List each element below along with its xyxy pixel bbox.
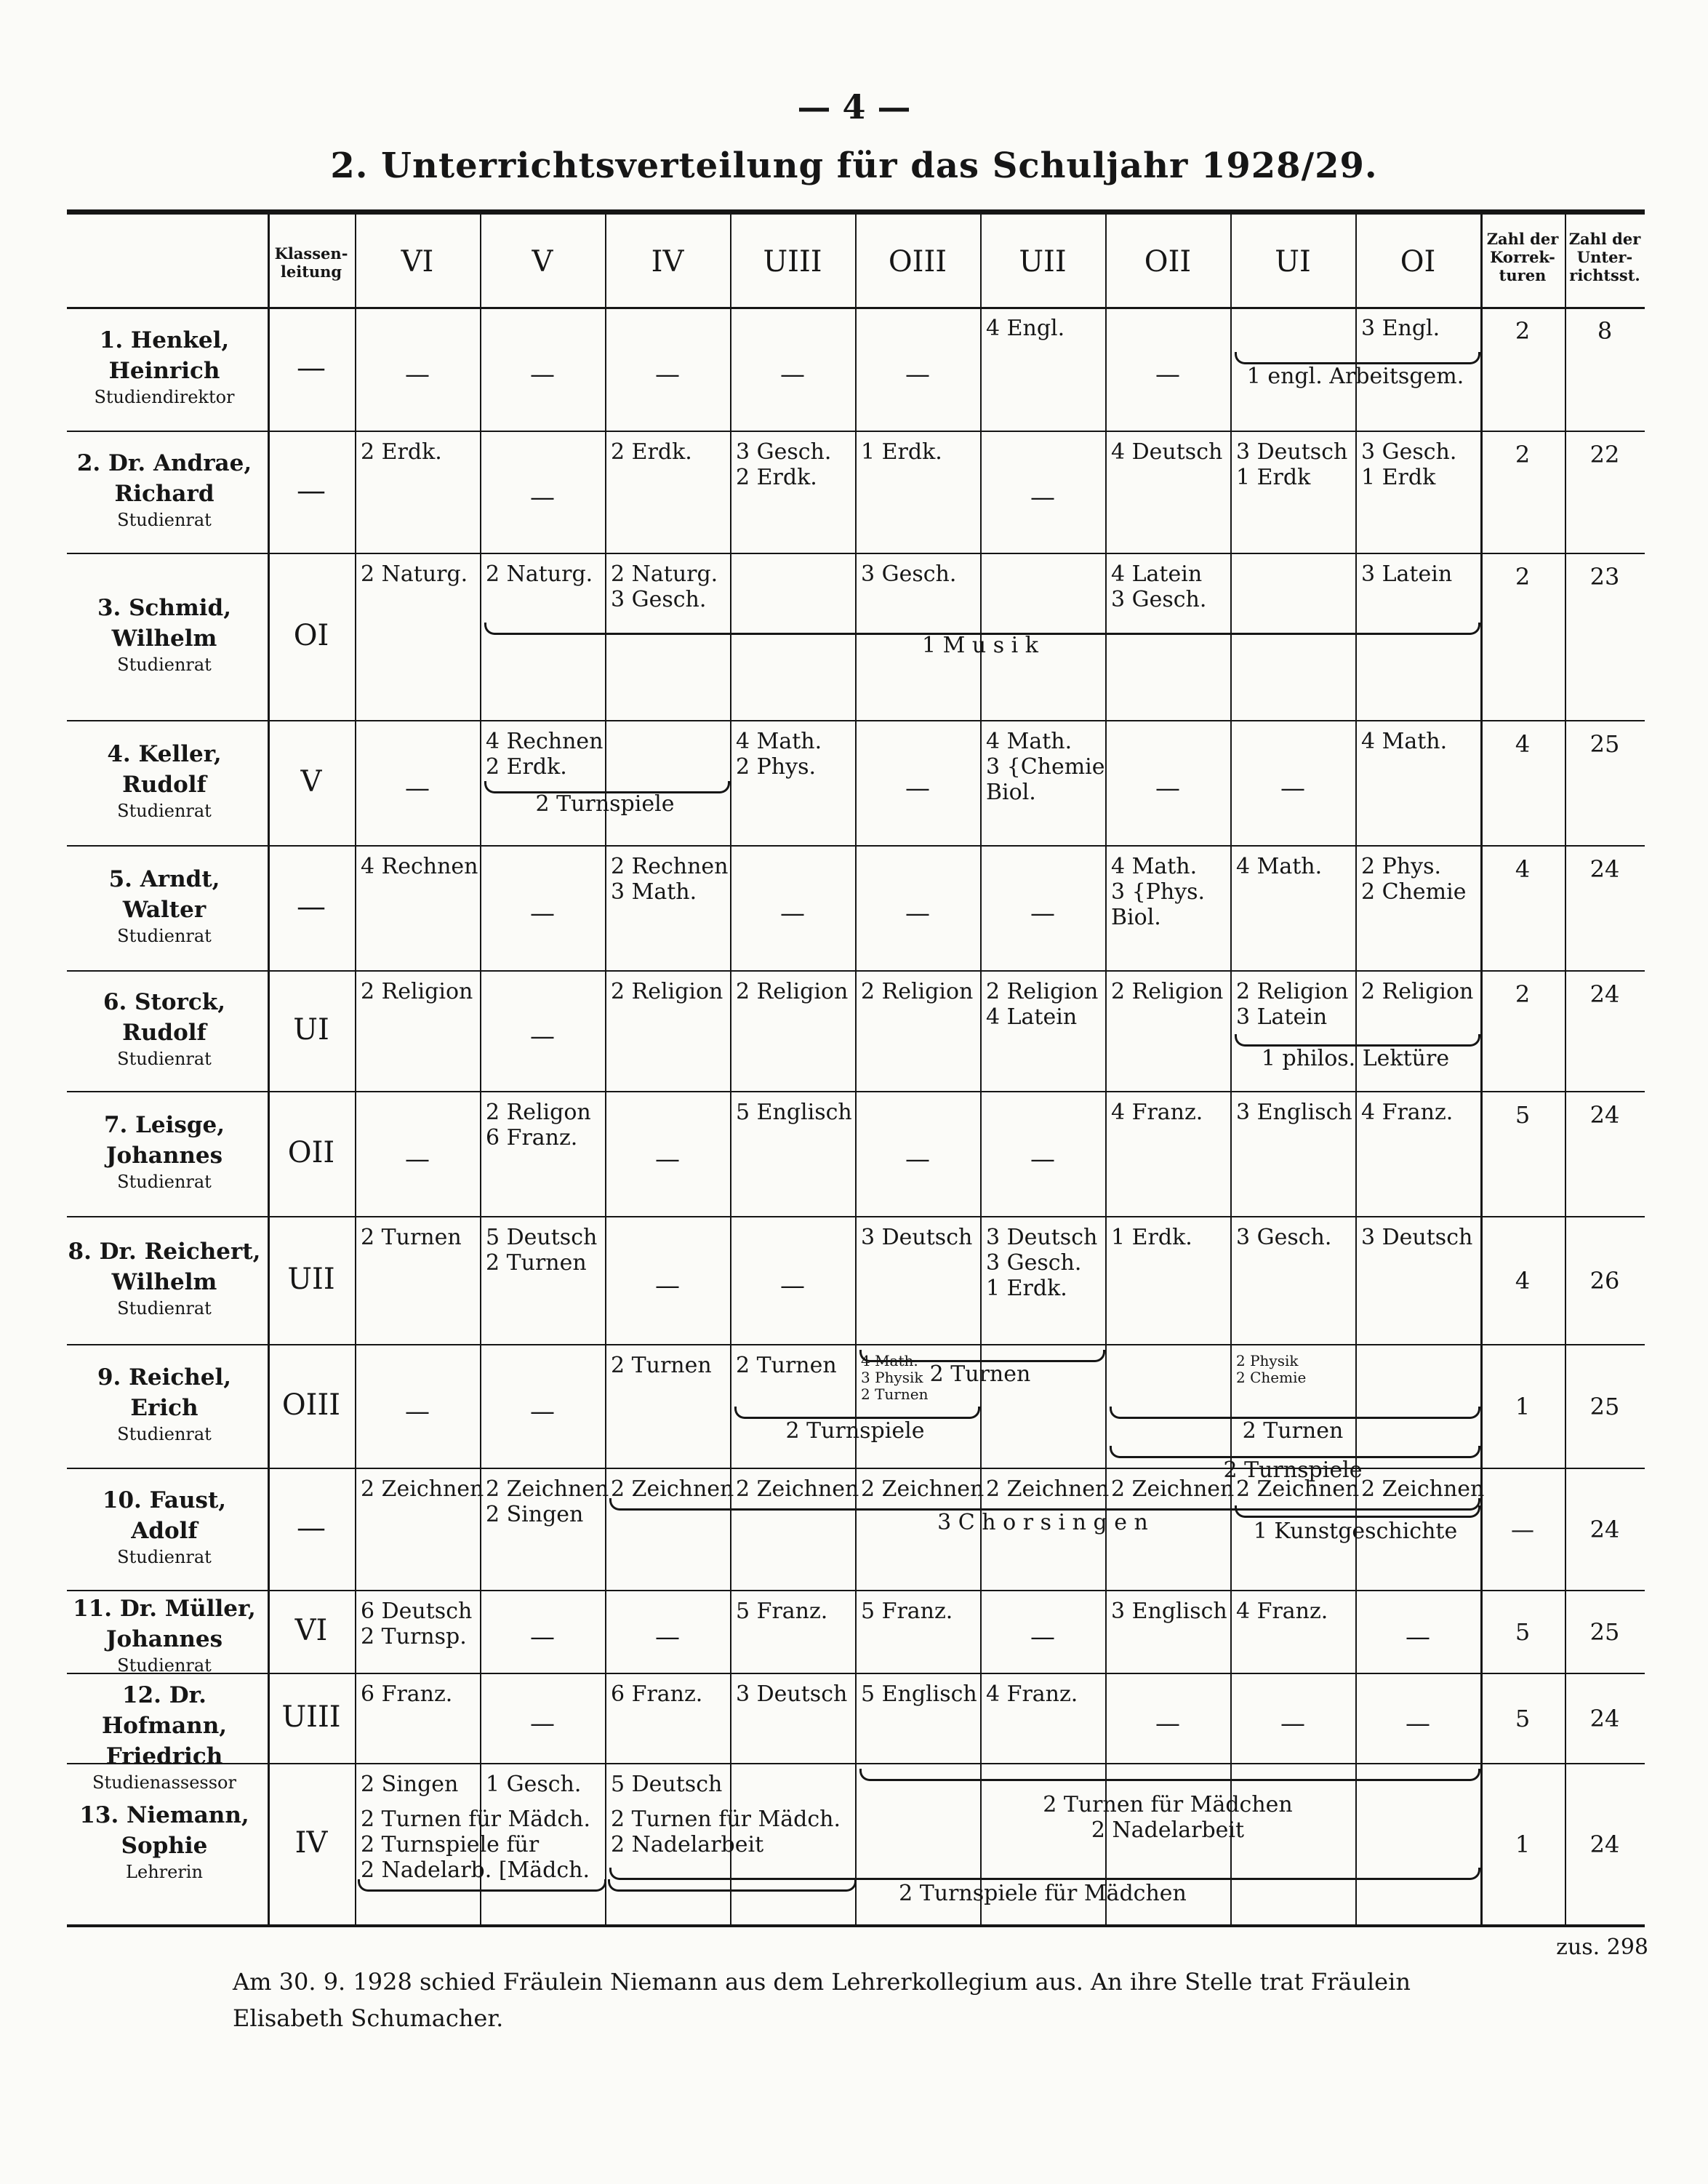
total-hours: zus. 298	[1556, 1935, 1648, 1960]
header-korrekturen: Zahl der Korrek- turen	[1486, 230, 1559, 284]
class-leadership: IV	[294, 1826, 328, 1860]
teacher-name	[65, 987, 263, 1070]
table-rule	[67, 1924, 1645, 1927]
empty-dash: —	[530, 1623, 555, 1652]
schedule-cell: 3 Deutsch	[861, 1225, 973, 1250]
empty-dash: —	[530, 1397, 555, 1426]
schedule-cell: 4 Rechnen	[361, 854, 478, 879]
teacher-name-text: 13. Niemann, Sophie	[79, 1802, 249, 1859]
empty-dash: —	[405, 1145, 430, 1174]
teacher-name-text: 10. Faust, Adolf	[102, 1487, 227, 1544]
span-brace	[1235, 352, 1480, 364]
group-lesson: 2 Turnen für Mädch. 2 Nadelarbeit	[611, 1807, 841, 1857]
teacher-name	[65, 1680, 263, 1793]
column-rule	[1565, 214, 1566, 1924]
header-stunden: Zahl der Unter- richtsst.	[1568, 230, 1641, 284]
empty-dash: —	[530, 1022, 555, 1051]
span-brace	[1110, 1407, 1480, 1419]
schedule-cell: 6 Deutsch 2 Turnsp.	[361, 1599, 473, 1649]
schedule-cell: 4 Franz.	[1236, 1599, 1328, 1624]
lesson-hours: 22	[1589, 441, 1620, 468]
empty-dash: —	[905, 899, 930, 928]
column-rule	[980, 214, 982, 1924]
schedule-cell: 3 Deutsch	[1361, 1225, 1473, 1250]
class-leadership: UII	[287, 1263, 335, 1296]
lesson-hours: 24	[1589, 1831, 1620, 1858]
empty-dash: —	[1030, 899, 1055, 928]
schedule-cell: 5 Deutsch 2 Turnen	[486, 1225, 598, 1276]
group-lesson: 1 philos. Lektüre	[1261, 1046, 1450, 1071]
teacher-name	[65, 1110, 263, 1193]
class-leadership: —	[297, 351, 326, 385]
teacher-role: Studienrat	[117, 1049, 212, 1069]
schedule-cell: 2 Phys. 2 Chemie	[1361, 854, 1467, 905]
empty-dash: —	[530, 899, 555, 928]
empty-dash: —	[1030, 1145, 1055, 1174]
teacher-role: Studienrat	[117, 1547, 212, 1567]
empty-dash: —	[905, 1145, 930, 1174]
teacher-role: Studienrat	[117, 1424, 212, 1444]
schedule-cell: 2 Naturg.	[361, 561, 468, 587]
empty-dash: —	[1406, 1623, 1430, 1652]
empty-dash: —	[405, 774, 430, 803]
schedule-cell: 4 Latein 3 Gesch.	[1111, 561, 1207, 612]
span-brace	[1235, 1034, 1480, 1047]
schedule-cell: 2 Zeichnen	[1361, 1476, 1485, 1502]
teacher-name-text: 2. Dr. Andrae, Richard	[76, 450, 252, 507]
empty-dash: —	[1030, 483, 1055, 512]
schedule-cell: 2 Zeichnen	[861, 1476, 985, 1502]
teacher-name-text: 5. Arndt, Walter	[108, 866, 220, 923]
empty-dash: —	[1280, 1709, 1305, 1738]
teacher-role: Studienrat	[117, 1655, 212, 1676]
lesson-hours: 23	[1589, 563, 1620, 591]
schedule-cell: 4 Math. 3 {Phys. Biol.	[1111, 854, 1206, 930]
correction-count: 2	[1515, 980, 1531, 1008]
teacher-name	[65, 1485, 263, 1568]
empty-dash: —	[530, 360, 555, 389]
column-rule	[355, 214, 356, 1924]
schedule-cell: 2 Religion 3 Latein	[1236, 979, 1349, 1030]
teacher-role: Lehrerin	[126, 1862, 203, 1882]
class-leadership: VI	[294, 1614, 328, 1647]
class-leadership: UIII	[281, 1700, 341, 1734]
schedule-cell: 5 Englisch	[736, 1100, 852, 1125]
schedule-cell: 4 Math.	[1236, 854, 1323, 879]
class-leadership: —	[297, 474, 326, 508]
teacher-name-text: 12. Dr. Hofmann, Friedrich	[101, 1682, 228, 1769]
lesson-hours: 25	[1589, 1618, 1620, 1646]
teacher-name-text: 11. Dr. Müller, Johannes	[73, 1596, 256, 1652]
teacher-name	[65, 448, 263, 531]
header-class-oii: OII	[1144, 245, 1192, 279]
schedule-cell: 2 Naturg. 3 Gesch.	[611, 561, 718, 612]
page-title: 2. Unterrichtsverteilung für das Schuljahr 1928/29.	[330, 145, 1378, 186]
class-leadership: —	[297, 890, 326, 924]
empty-dash: —	[1406, 1709, 1430, 1738]
lesson-hours: 8	[1597, 317, 1613, 345]
column-rule	[730, 214, 731, 1924]
correction-count: 2	[1515, 563, 1531, 591]
schedule-cell: 2 Religion	[361, 979, 473, 1004]
group-lesson: 2 Turnen für Mädchen 2 Nadelarbeit	[1043, 1792, 1293, 1843]
schedule-cell: 2 Zeichnen	[611, 1476, 734, 1502]
group-lesson: 2 Turnspiele	[785, 1418, 925, 1444]
group-lesson: 2 Turnspiele für Mädchen	[899, 1881, 1187, 1906]
class-leadership: OI	[293, 619, 329, 652]
schedule-cell: 1 Erdk.	[861, 439, 942, 465]
schedule-cell: 3 Gesch. 2 Erdk.	[736, 439, 832, 490]
empty-dash: —	[530, 483, 555, 512]
span-brace	[358, 1879, 606, 1892]
schedule-cell: 3 Gesch. 1 Erdk	[1361, 439, 1457, 490]
correction-count: 2	[1515, 441, 1531, 468]
column-rule	[1480, 214, 1483, 1924]
header-class-v: V	[532, 245, 553, 279]
header-class-vi: VI	[401, 245, 434, 279]
schedule-cell: 5 Franz.	[861, 1599, 953, 1624]
schedule-cell: 4 Math.	[1361, 729, 1448, 754]
empty-dash: —	[655, 1145, 680, 1174]
schedule-cell: 5 Franz.	[736, 1599, 828, 1624]
empty-dash: —	[780, 360, 805, 389]
schedule-cell: 4 Deutsch	[1111, 439, 1223, 465]
lesson-hours: 25	[1589, 730, 1620, 758]
schedule-cell: 6 Franz.	[611, 1681, 703, 1707]
column-rule	[855, 214, 857, 1924]
lesson-hours: 24	[1589, 855, 1620, 883]
correction-count: 1	[1515, 1831, 1531, 1858]
footnote: Am 30. 9. 1928 schied Fräulein Niemann aus dem Lehrerkollegium aus. An ihre Stelle trat Fräulein Elisabeth Schumacher.	[233, 1968, 1411, 2032]
column-rule	[1105, 214, 1107, 1924]
teacher-name	[65, 1800, 263, 1883]
schedule-cell: 3 Englisch	[1236, 1100, 1352, 1125]
schedule-cell: 2 Turnen	[611, 1353, 712, 1378]
schedule-cell: 3 Deutsch 3 Gesch. 1 Erdk.	[986, 1225, 1098, 1301]
teacher-role: Studienrat	[117, 1298, 212, 1319]
empty-dash: —	[905, 774, 930, 803]
schedule-cell: 3 Englisch	[1111, 1599, 1227, 1624]
schedule-cell: 2 Erdk.	[361, 439, 442, 465]
header-class-oiii: OIII	[888, 245, 947, 279]
schedule-cell: 4 Math. 3 Physik 2 Turnen	[861, 1352, 929, 1403]
header-class-iv: IV	[651, 245, 684, 279]
header-class-ui: UI	[1275, 245, 1311, 279]
lesson-hours: 25	[1589, 1393, 1620, 1420]
correction-count: 4	[1515, 1267, 1531, 1295]
header-class-uii: UII	[1019, 245, 1067, 279]
class-leadership: UI	[293, 1013, 329, 1047]
schedule-cell: 2 Zeichnen 2 Singen	[486, 1476, 609, 1527]
span-brace	[859, 1350, 1105, 1362]
group-lesson: 3 C h o r s i n g e n	[937, 1510, 1148, 1535]
span-brace	[609, 1868, 1480, 1880]
empty-dash: —	[905, 360, 930, 389]
column-rule	[268, 214, 270, 1924]
schedule-cell: 2 Zeichnen	[1236, 1476, 1360, 1502]
schedule-cell: 3 Engl.	[1361, 316, 1440, 341]
header-class-uiii: UIII	[763, 245, 822, 279]
empty-dash: —	[655, 1623, 680, 1652]
schedule-cell: 2 Religion	[861, 979, 974, 1004]
teacher-role: Studienrat	[117, 801, 212, 821]
schedule-cell: 6 Franz.	[361, 1681, 453, 1707]
class-leadership: V	[300, 765, 322, 799]
column-rule	[605, 214, 606, 1924]
correction-count: 1	[1515, 1393, 1531, 1420]
teacher-name-text: 7. Leisge, Johannes	[103, 1112, 225, 1169]
group-lesson: 1 Kunstgeschichte	[1253, 1519, 1458, 1544]
empty-dash: —	[405, 1397, 430, 1426]
empty-dash: —	[780, 1271, 805, 1300]
lesson-hours: 24	[1589, 1705, 1620, 1732]
empty-dash: —	[655, 1271, 680, 1300]
schedule-cell: 4 Math. 3 {Chemie Biol.	[986, 729, 1105, 805]
class-leadership: OIII	[281, 1388, 341, 1422]
page-number: — 4 —	[797, 87, 911, 127]
teacher-role: Studienrat	[117, 655, 212, 675]
lesson-hours: 24	[1589, 1101, 1620, 1129]
schedule-cell: 2 Religion	[736, 979, 849, 1004]
lesson-hours: 24	[1589, 1516, 1620, 1543]
teacher-name	[65, 593, 263, 676]
empty-dash: —	[1155, 1709, 1180, 1738]
schedule-cell: 2 Religion	[1361, 979, 1474, 1004]
schedule-cell: 2 Religion	[611, 979, 723, 1004]
header-class-oi: OI	[1400, 245, 1436, 279]
schedule-cell: 2 Zeichnen	[986, 1476, 1110, 1502]
class-leadership: OII	[287, 1136, 335, 1169]
group-lesson: 1 M u s i k	[922, 633, 1038, 658]
teacher-role: Studienrat	[117, 510, 212, 530]
group-lesson: 1 engl. Arbeitsgem.	[1246, 364, 1464, 389]
empty-dash: —	[1280, 774, 1305, 803]
empty-dash: —	[1030, 1623, 1055, 1652]
teacher-name	[65, 325, 263, 408]
teacher-name	[65, 864, 263, 947]
span-brace	[859, 1769, 1480, 1781]
schedule-cell: 2 Religion 4 Latein	[986, 979, 1099, 1030]
schedule-cell: 2 Erdk.	[611, 439, 692, 465]
schedule-cell: 2 Physik 2 Chemie	[1236, 1352, 1307, 1386]
empty-dash: —	[530, 1709, 555, 1738]
correction-count: 4	[1515, 730, 1531, 758]
schedule-cell: 3 Deutsch 1 Erdk	[1236, 439, 1348, 490]
class-leadership: —	[297, 1511, 326, 1545]
schedule-cell: 4 Rechnen 2 Erdk.	[486, 729, 604, 780]
empty-dash: —	[655, 360, 680, 389]
schedule-cell: 2 Zeichnen	[1111, 1476, 1235, 1502]
teacher-name-text: 8. Dr. Reichert, Wilhelm	[68, 1239, 261, 1295]
lesson-hours: 26	[1589, 1267, 1620, 1295]
empty-dash: —	[780, 899, 805, 928]
schedule-cell: 4 Franz.	[986, 1681, 1078, 1707]
teacher-name	[65, 739, 263, 822]
correction-count: 5	[1515, 1618, 1531, 1646]
schedule-cell: 2 Rechnen 3 Math.	[611, 854, 729, 905]
teacher-name-text: 1. Henkel, Heinrich	[99, 327, 230, 384]
teacher-name	[65, 1593, 263, 1676]
schedule-cell: 4 Engl.	[986, 316, 1065, 341]
schedule-cell: 4 Franz.	[1361, 1100, 1454, 1125]
group-lesson: 2 Turnspiele	[1223, 1457, 1363, 1483]
teacher-name-text: 4. Keller, Rudolf	[107, 741, 222, 798]
group-lesson: 2 Turnen für Mädch. 2 Turnspiele für 2 Nadelarb. [Mädch.	[361, 1807, 590, 1883]
schedule-cell: 2 Zeichnen	[361, 1476, 484, 1502]
empty-dash: —	[1155, 360, 1180, 389]
correction-count: 4	[1515, 855, 1531, 883]
schedule-cell: 2 Religon 6 Franz.	[486, 1100, 591, 1151]
teacher-role: Studienrat	[117, 926, 212, 946]
schedule-cell: 3 Deutsch	[736, 1681, 848, 1707]
schedule-cell: 2 Naturg.	[486, 561, 593, 587]
schedule-cell: 1 Erdk.	[1111, 1225, 1192, 1250]
correction-count: 2	[1515, 317, 1531, 345]
schedule-cell: 3 Gesch.	[861, 561, 957, 587]
teacher-name-text: 9. Reichel, Erich	[97, 1364, 232, 1421]
teacher-name-text: 3. Schmid, Wilhelm	[97, 595, 231, 652]
teacher-role: Studienassessor	[92, 1772, 236, 1793]
schedule-cell: 5 Deutsch	[611, 1772, 723, 1797]
schedule-cell: 4 Franz.	[1111, 1100, 1203, 1125]
schedule-cell: 3 Latein	[1361, 561, 1453, 587]
column-rule	[480, 214, 481, 1924]
schedule-cell: 1 Gesch.	[486, 1772, 582, 1797]
teacher-role: Studiendirektor	[94, 387, 235, 407]
empty-dash: —	[405, 360, 430, 389]
teacher-role: Studienrat	[117, 1172, 212, 1192]
group-lesson: 2 Turnspiele	[535, 791, 675, 817]
span-brace	[1110, 1446, 1480, 1458]
lesson-hours: 24	[1589, 980, 1620, 1008]
teacher-name-text: 6. Storck, Rudolf	[103, 989, 226, 1046]
schedule-cell: 2 Singen	[361, 1772, 459, 1797]
schedule-cell: 2 Zeichnen	[736, 1476, 859, 1502]
schedule-cell: 2 Turnen	[736, 1353, 837, 1378]
group-lesson: 2 Turnen	[929, 1361, 1031, 1387]
schedule-cell: 5 Englisch	[861, 1681, 977, 1707]
span-brace	[734, 1407, 980, 1419]
schedule-cell: 2 Turnen	[361, 1225, 462, 1250]
schedule-cell: 2 Religion	[1111, 979, 1224, 1004]
schedule-cell: 4 Math. 2 Phys.	[736, 729, 822, 780]
empty-dash: —	[1155, 774, 1180, 803]
correction-count: 5	[1515, 1101, 1531, 1129]
correction-count: 5	[1515, 1705, 1531, 1732]
span-brace	[1235, 1505, 1480, 1518]
teacher-name	[65, 1236, 263, 1319]
schedule-cell: 3 Gesch.	[1236, 1225, 1332, 1250]
header-klassenleitung: Klassen- leitung	[274, 244, 348, 281]
correction-count: —	[1511, 1516, 1534, 1543]
group-lesson: 2 Turnen	[1242, 1418, 1344, 1444]
teacher-name	[65, 1362, 263, 1445]
